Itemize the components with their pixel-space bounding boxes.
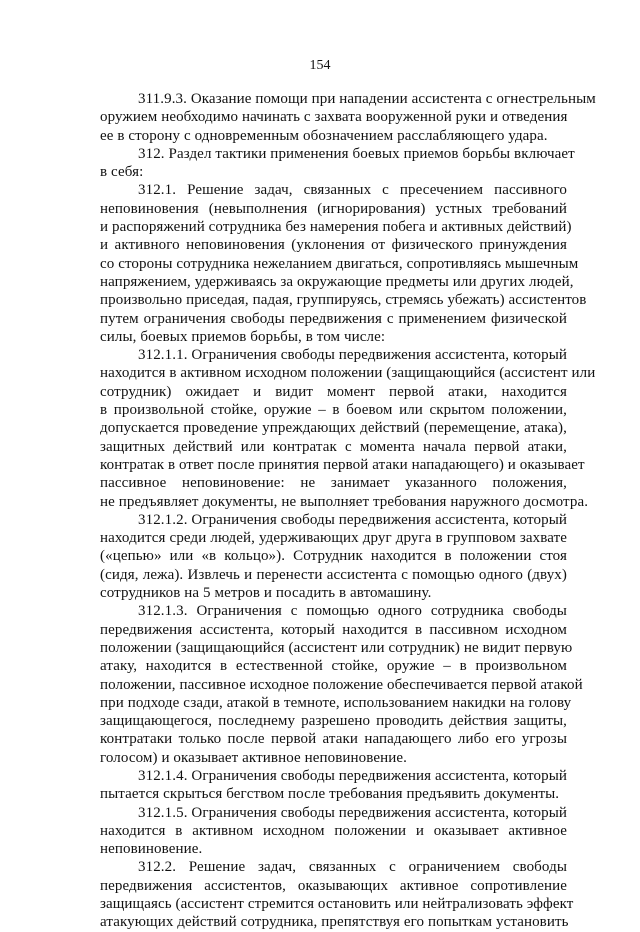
text-line: 312.2. Решение задач, связанных с ограничением свободы (138, 859, 567, 876)
text-line: в себя: (100, 164, 144, 181)
paragraph-p312-1-5 (100, 804, 567, 859)
text-line: оружием необходимо начинать с захвата вооруженной руки и отведения (100, 109, 568, 126)
text-line: сотрудник) ожидает и видит момент первой атаки, находится (100, 383, 567, 400)
text-line: находится в активном исходном положении и оказывает активное (100, 822, 567, 839)
text-line: неповиновения (невыполнения (игнорирования) устных требований (100, 200, 567, 217)
text-line: атаку, находится в естественной стойке, оружие – в произвольном (100, 658, 567, 675)
text-line: положении (защищающийся (ассистент или сотрудник) не видит первую (100, 639, 573, 656)
text-line: пассивное неповиновение: не занимает указанного положения, (100, 475, 567, 492)
document-body (100, 90, 596, 932)
text-line: 312.1.1. Ограничения свободы передвижения ассистента, который (138, 347, 567, 364)
text-line: 312.1.2. Ограничения свободы передвижения ассистента, который (138, 511, 567, 528)
text-line: («цепью» или «в кольцо»). Сотрудник находится в положении стоя (100, 548, 567, 565)
text-line: находится среди людей, удерживающих друг друга в групповом захвате (100, 530, 567, 547)
paragraph-p312-1-4 (100, 767, 567, 804)
text-line: контратаки только после первой атаки нападающего либо его угрозы (100, 731, 567, 748)
text-line: (сидя, лежа). Извлечь и перенести ассистента с помощью одного (двух) (100, 566, 567, 583)
text-line: силы, боевых приемов борьбы, в том числе: (100, 328, 386, 345)
text-line: передвижения ассистентов, оказывающих активное сопротивление (100, 877, 567, 894)
text-line: напряжением, удерживаясь за окружающие предметы или других людей, (100, 273, 574, 290)
text-line: и распоряжений сотрудника без намерения побега и активных действий) (100, 219, 572, 236)
text-line: путем ограничения свободы передвижения с применением физической (100, 310, 567, 327)
text-line: передвижения ассистента, который находится в пассивном исходном (100, 621, 567, 638)
text-line: атакующих действий сотрудника, препятствуя его попыткам установить (100, 914, 569, 931)
text-line: 312.1.5. Ограничения свободы передвижения ассистента, который (138, 804, 567, 821)
text-line: произвольно приседая, падая, группируясь, стремясь убежать) ассистентов (100, 292, 587, 309)
text-line: положении, пассивное исходное положение обеспечивается первой атакой (100, 676, 583, 693)
text-line: со стороны сотрудника нежеланием двигаться, сопротивляясь мышечным (100, 255, 579, 272)
text-line: пытается скрыться бегством после требования предъявить документы. (100, 786, 560, 803)
text-line: находится в активном исходном положении (защищающийся (ассистент или (100, 365, 596, 382)
text-line: сотрудников на 5 метров и посадить в автомашину. (100, 585, 432, 602)
text-line: 312.1.4. Ограничения свободы передвижения ассистента, который (138, 767, 567, 784)
text-line: 312.1. Решение задач, связанных с пресечением пассивного (138, 182, 567, 199)
paragraph-p311-9-3 (100, 90, 596, 145)
paragraph-p312-1-3 (100, 602, 583, 767)
paragraph-p312-1-2 (100, 511, 567, 602)
text-line: в произвольной стойке, оружие – в боевом или скрытом положении, (100, 402, 567, 419)
text-line: допускается проведение упреждающих действий (перемещение, атака), (100, 420, 567, 437)
paragraph-p312-2 (100, 858, 574, 931)
text-line: и активного неповиновения (уклонения от физического принуждения (100, 237, 567, 254)
text-line: 311.9.3. Оказание помощи при нападении ассистента с огнестрельным (138, 91, 596, 107)
text-line: 312.1.3. Ограничения с помощью одного сотрудника свободы (138, 603, 567, 620)
paragraph-p312-1 (100, 181, 587, 346)
text-line: 312. Раздел тактики применения боевых приемов борьбы включает (138, 145, 575, 162)
text-line: защищаясь (ассистент стремится остановить или нейтрализовать эффект (100, 896, 574, 913)
text-line: голосом) и оказывает активное неповиновение. (100, 749, 407, 766)
paragraph-p312-1-1 (100, 346, 596, 511)
text-line: контратак в ответ после принятия первой атаки нападающего) и оказывает (100, 456, 585, 473)
text-line: неповиновение. (100, 841, 203, 858)
page-number: 154 (309, 58, 331, 73)
paragraph-p312 (100, 145, 575, 182)
text-line: при подходе сзади, атакой в темноте, использованием накидки на голову (100, 694, 572, 711)
text-line: ее в сторону с одновременным обозначением расслабляющего удара. (100, 127, 548, 144)
text-line: защитных действий или контратак с момента начала первой атаки, (100, 438, 567, 455)
text-line: не предъявляет документы, не выполняет требования наружного досмотра. (100, 493, 589, 510)
text-line: защищающегося, последнему разрешено проводить действия защиты, (100, 713, 567, 730)
